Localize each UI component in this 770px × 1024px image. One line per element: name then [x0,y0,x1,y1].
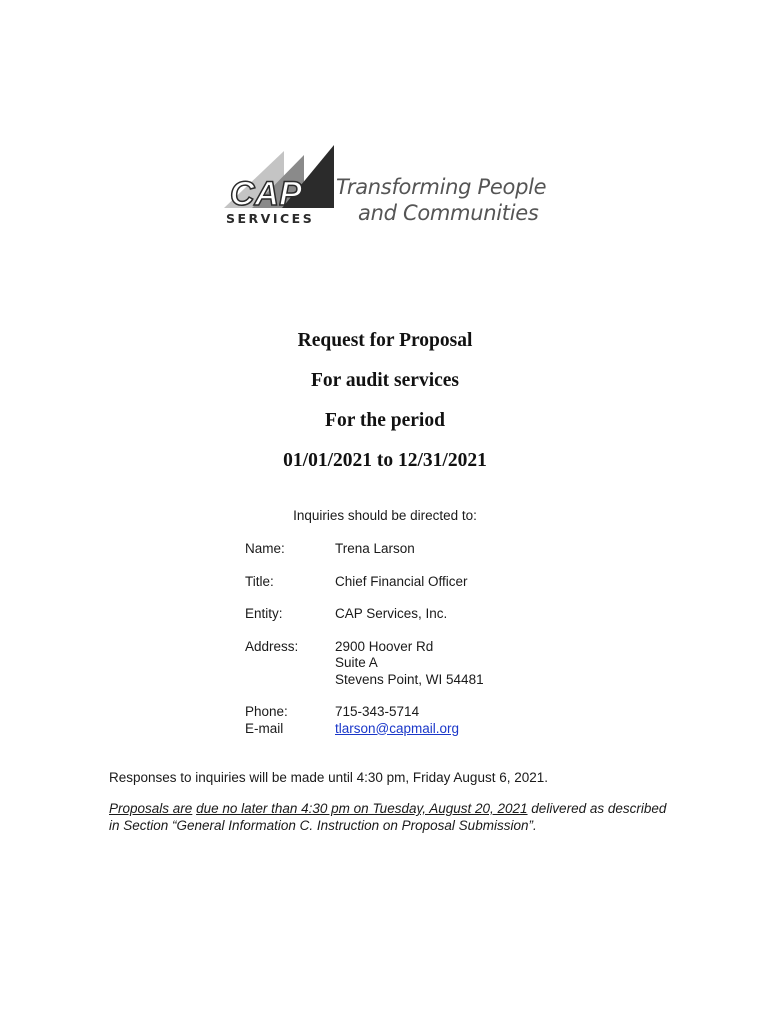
title-line-2: For audit services [310,370,460,391]
proposals-deadline-text: due no later than 4:30 pm on Tuesday, August 20, 2021 [196,801,528,816]
address-line-3: Stevens Point, WI 54481 [335,671,484,687]
tagline-line-1: Transforming People [336,175,547,199]
phone-value: 715-343-5714 [335,704,420,719]
address-line-1: 2900 Hoover Rd [335,638,434,654]
phone-email-values [335,704,459,737]
contact-details [245,541,484,753]
address-line-2: Suite A [335,655,378,670]
proposals-delivery-text: delivered as described in Section “General Information C. Instruction on Proposal Submission”. [109,801,667,833]
phone-label: Phone: [245,704,288,719]
document-title [0,326,770,486]
proposals-deadline-note [109,801,669,834]
proposals-are-text: Proposals are [109,801,193,816]
title-line-4: 01/01/2021 to 12/31/2021 [283,450,487,471]
address-value [335,639,484,689]
logo-subword: SERVICES [226,211,315,226]
contact-row-phone-email [245,704,484,737]
entity-value: CAP Services, Inc. [335,606,448,621]
title-line-1: Request for Proposal [297,330,473,351]
tagline-line-2: and Communities [358,201,539,225]
logo-tagline [336,174,546,226]
logo-wordmark: CAP [230,175,302,213]
title-label: Title: [245,573,274,589]
contact-row-title [245,574,484,591]
phone-email-labels [245,704,335,737]
address-label: Address: [245,638,299,654]
name-label: Name: [245,541,285,556]
contact-row-entity [245,606,484,623]
contact-row-name [245,541,484,558]
logo-mark-icon [224,143,344,228]
inquiries-heading: Inquiries should be directed to: [293,508,477,523]
email-link[interactable]: tlarson@capmail.org [335,720,460,736]
contact-row-address [245,639,484,689]
entity-label: Entity: [245,606,283,621]
title-value: Chief Financial Officer [335,573,468,589]
title-line-3: For the period [325,410,445,431]
responses-note: Responses to inquiries will be made until 4:30 pm, Friday August 6, 2021. [109,770,548,785]
name-value: Trena Larson [335,541,415,556]
email-label: E-mail [245,720,284,736]
